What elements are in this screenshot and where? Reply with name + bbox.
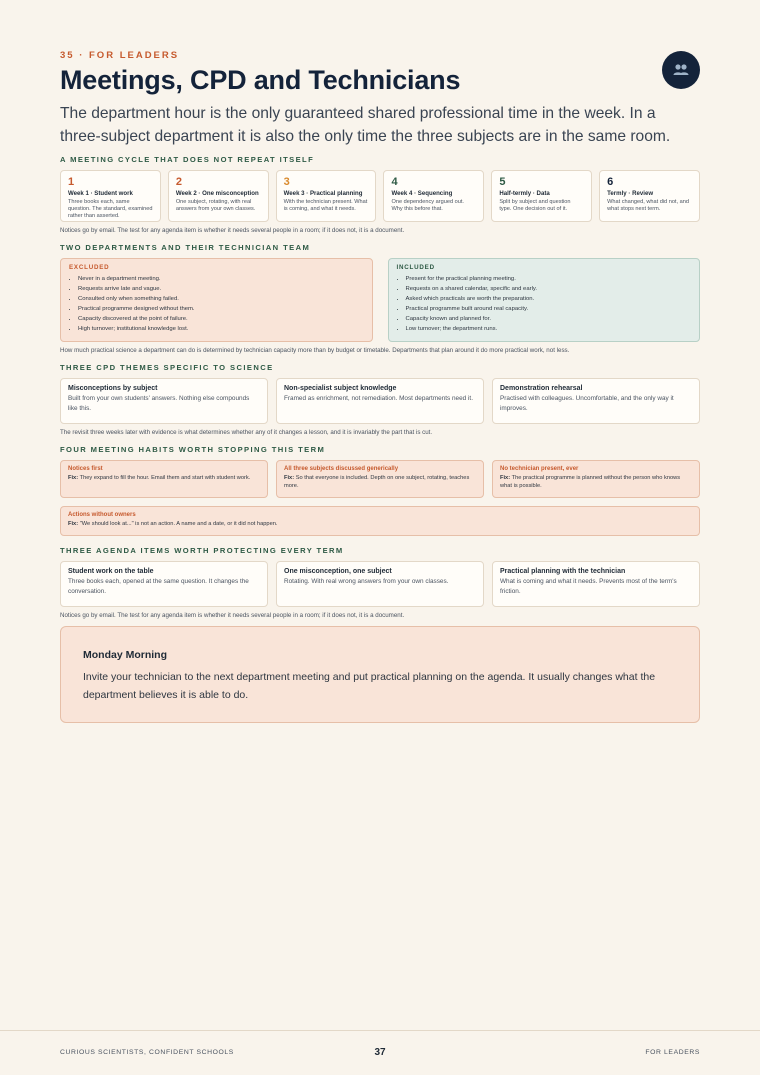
fix-text: They expand to fill the hour. Email them and start with student work. bbox=[79, 475, 251, 481]
callout-text: Invite your technician to the next department meeting and put practical planning on the agenda. It usually changes what the department believes it is able to do. bbox=[83, 671, 656, 701]
fix-label: Fix: bbox=[500, 475, 511, 481]
cycle-card bbox=[168, 170, 269, 222]
list-item: • Practical programme built around real capacity. bbox=[406, 304, 692, 314]
list-item: • Requests arrive late and vague. bbox=[78, 284, 364, 294]
habit-cards bbox=[60, 460, 700, 498]
cpd-card bbox=[60, 378, 268, 424]
habit-title: Notices first bbox=[68, 466, 103, 472]
excluded-label: EXCLUDED bbox=[69, 264, 110, 271]
cycle-desc: What changed, what did not, and what stops next term. bbox=[607, 198, 689, 212]
agenda-card bbox=[492, 561, 700, 607]
included-list bbox=[397, 274, 692, 334]
habit-card bbox=[276, 460, 484, 498]
cycle-card bbox=[491, 170, 592, 222]
cycle-desc: Three books each, same question. The standard, examined rather than asserted. bbox=[68, 198, 153, 219]
cycle-number: 3 bbox=[283, 176, 290, 188]
agenda-note: Notices go by email. The test for any agenda item is whether it needs several people in a room; if it does not, it is a document. bbox=[60, 612, 405, 619]
cycle-title: Week 4 · Sequencing bbox=[391, 190, 453, 197]
list-item: • Requests on a shared calendar, specific and early. bbox=[406, 284, 692, 294]
habit-title: All three subjects discussed generically bbox=[284, 466, 399, 472]
habit-desc bbox=[68, 474, 260, 482]
teams-note: How much practical science a department can do is determined by technician capacity more than by budget or timetable. Departments that plan around it do more practical work, not less. bbox=[60, 347, 570, 354]
cycle-card bbox=[383, 170, 484, 222]
habit-desc bbox=[500, 474, 692, 490]
card-title: Student work on the table bbox=[68, 568, 154, 575]
card-title: Non-specialist subject knowledge bbox=[284, 385, 397, 392]
footer-book-title: CURIOUS SCIENTISTS, CONFIDENT SCHOOLS bbox=[60, 1049, 234, 1056]
fix-label: Fix: bbox=[68, 521, 79, 527]
meeting-cycle bbox=[60, 170, 700, 222]
cycle-card bbox=[599, 170, 700, 222]
agenda-card bbox=[60, 561, 268, 607]
list-item: • Never in a department meeting. bbox=[78, 274, 364, 284]
intro-paragraph: The department hour is the only guaranteed shared professional time in the week. In a three-subject department it is also the only time the three subjects are in the same room. bbox=[60, 105, 671, 145]
card-desc: Framed as enrichment, not remediation. Most departments need it. bbox=[284, 395, 473, 402]
cpd-heading: THREE CPD THEMES SPECIFIC TO SCIENCE bbox=[60, 363, 274, 372]
cycle-note: Notices go by email. The test for any agenda item is whether it needs several people in a room; if it does not, it is a document. bbox=[60, 227, 405, 234]
cycle-title: Half-termly · Data bbox=[499, 190, 550, 197]
page-number: 37 bbox=[374, 1047, 386, 1058]
excluded-panel bbox=[60, 258, 373, 342]
included-panel bbox=[388, 258, 701, 342]
cycle-title: Week 3 · Practical planning bbox=[283, 190, 363, 197]
habit-title: No technician present, ever bbox=[500, 466, 579, 472]
habit-card bbox=[492, 460, 700, 498]
page-footer bbox=[0, 1030, 760, 1075]
list-item: • Asked which practicals are worth the preparation. bbox=[406, 294, 692, 304]
page-content bbox=[60, 50, 700, 723]
list-item: • High turnover; institutional knowledge lost. bbox=[78, 324, 364, 334]
fix-text: The practical programme is planned without the person who knows what is possible. bbox=[500, 475, 681, 489]
excluded-list bbox=[69, 274, 364, 334]
teams-heading: TWO DEPARTMENTS AND THEIR TECHNICIAN TEAM bbox=[60, 243, 311, 252]
card-desc: Built from your own students' answers. Nothing else compounds like this. bbox=[68, 395, 250, 412]
habit-title: Actions without owners bbox=[68, 512, 136, 518]
callout-title: Monday Morning bbox=[83, 649, 167, 661]
cpd-card bbox=[492, 378, 700, 424]
fix-text: "We should look at..." is not an action. A name and a date, or it did not happen. bbox=[79, 521, 278, 527]
list-item: • Capacity discovered at the point of failure. bbox=[78, 314, 364, 324]
cpd-card bbox=[276, 378, 484, 424]
cpd-note: The revisit three weeks later with evidence is what determines whether any of it changes a lesson, and it is invariably the part that is cut. bbox=[60, 429, 433, 436]
card-title: Misconceptions by subject bbox=[68, 385, 158, 392]
card-desc: Practised with colleagues. Uncomfortable, and the only way it improves. bbox=[500, 395, 674, 412]
cycle-desc: With the technician present. What is coming, and what it needs. bbox=[283, 198, 368, 212]
card-desc: Rotating. With real wrong answers from your own classes. bbox=[284, 578, 449, 585]
cycle-title: Termly · Review bbox=[607, 190, 654, 197]
cycle-number: 2 bbox=[175, 176, 182, 188]
habit-desc bbox=[68, 520, 692, 528]
habit-card-wide bbox=[60, 506, 700, 536]
cycle-number: 4 bbox=[391, 176, 398, 188]
included-label: INCLUDED bbox=[396, 264, 435, 271]
cycle-card bbox=[60, 170, 161, 222]
list-item: • Consulted only when something failed. bbox=[78, 294, 364, 304]
section-kicker: 35 · FOR LEADERS bbox=[60, 50, 180, 61]
cycle-desc: Split by subject and question type. One decision out of it. bbox=[499, 198, 571, 212]
agenda-card bbox=[276, 561, 484, 607]
list-item: • Capacity known and planned for. bbox=[406, 314, 692, 324]
habit-card bbox=[60, 460, 268, 498]
agenda-cards bbox=[60, 561, 700, 607]
card-title: One misconception, one subject bbox=[284, 568, 392, 575]
teams-comparison bbox=[60, 258, 700, 342]
cycle-title: Week 2 · One misconception bbox=[175, 190, 259, 197]
card-desc: What is coming and what it needs. Prevents most of the term's friction. bbox=[500, 578, 677, 595]
cpd-cards bbox=[60, 378, 700, 424]
card-title: Demonstration rehearsal bbox=[500, 385, 583, 392]
monday-morning-callout bbox=[60, 626, 700, 723]
page-title: Meetings, CPD and Technicians bbox=[60, 65, 461, 95]
agenda-heading: THREE AGENDA ITEMS WORTH PROTECTING EVERY TERM bbox=[60, 546, 344, 555]
cycle-desc: One subject, rotating, with real answers from your own classes. bbox=[175, 198, 256, 212]
cycle-number: 5 bbox=[499, 176, 506, 188]
list-item: • Low turnover; the department runs. bbox=[406, 324, 692, 334]
cycle-desc: One dependency argued out. Why this before that. bbox=[391, 198, 464, 212]
list-item: • Practical programme designed without them. bbox=[78, 304, 364, 314]
cycle-heading: A MEETING CYCLE THAT DOES NOT REPEAT ITSELF bbox=[60, 155, 315, 164]
card-title: Practical planning with the technician bbox=[500, 568, 626, 575]
fix-label: Fix: bbox=[68, 475, 79, 481]
card-desc: Three books each, opened at the same question. It changes the conversation. bbox=[68, 578, 249, 595]
fix-label: Fix: bbox=[284, 475, 295, 481]
list-item: • Present for the practical planning meeting. bbox=[406, 274, 692, 284]
habits-heading: FOUR MEETING HABITS WORTH STOPPING THIS TERM bbox=[60, 445, 326, 454]
habit-desc bbox=[284, 474, 476, 490]
fix-text: So that everyone is included. Depth on one subject, rotating, teaches more. bbox=[284, 475, 470, 489]
cycle-number: 1 bbox=[68, 176, 75, 188]
cycle-title: Week 1 · Student work bbox=[68, 190, 133, 197]
cycle-card bbox=[276, 170, 377, 222]
cycle-number: 6 bbox=[607, 176, 614, 188]
footer-section: FOR LEADERS bbox=[645, 1049, 700, 1056]
